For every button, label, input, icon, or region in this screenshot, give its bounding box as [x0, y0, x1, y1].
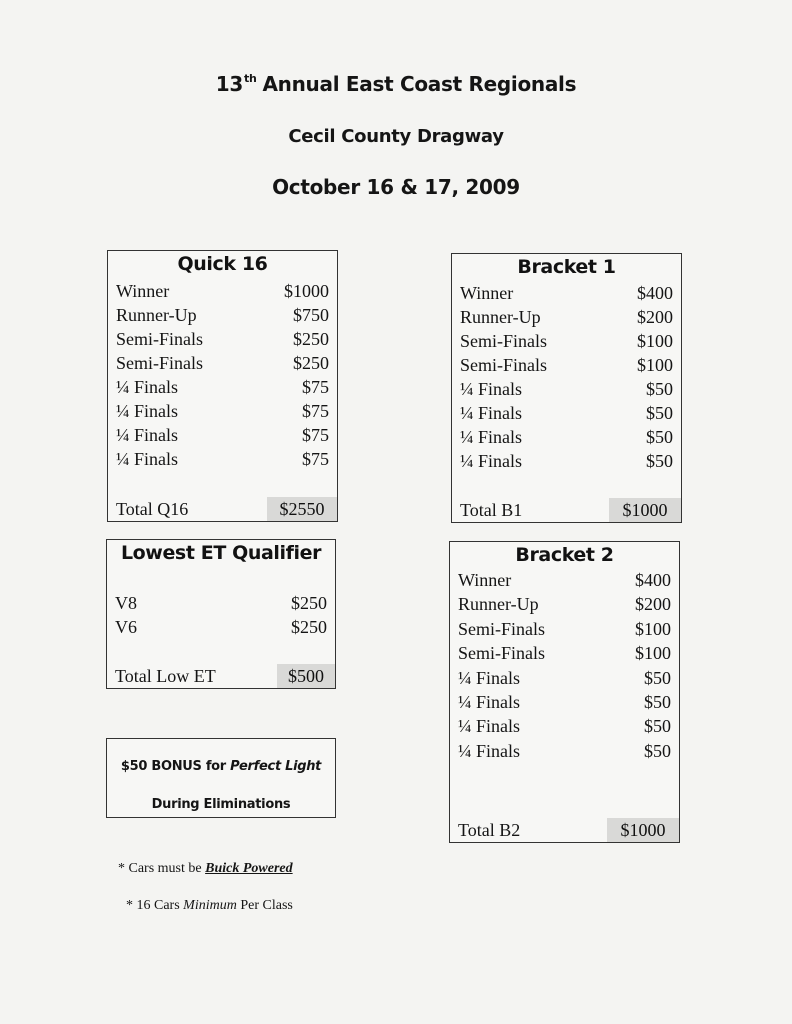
prize-amount: $400 [635, 570, 671, 590]
prize-amount: $250 [293, 353, 329, 373]
prize-label: ¼ Finals [460, 427, 523, 447]
event-title-suffix: th [244, 72, 257, 85]
quick16-row [116, 401, 329, 425]
event-dates: October 16 & 17, 2009 [272, 175, 520, 199]
quick16-title: Quick 16 [177, 253, 268, 275]
event-title-text: Annual East Coast Regionals [262, 72, 577, 96]
prize-label: Semi-Finals [460, 331, 548, 351]
prize-amount: $50 [646, 403, 673, 423]
note-text: * 16 Cars [126, 898, 180, 913]
quick16-row [116, 281, 329, 305]
bonus-line-2: During Eliminations [151, 797, 291, 812]
bracket2-row [458, 741, 671, 765]
quick16-row [116, 377, 329, 401]
quick16-row [116, 353, 329, 377]
lowest-et-row [115, 617, 327, 641]
prize-label: Winner [458, 570, 512, 590]
bracket1-row [460, 331, 673, 355]
prize-label: Winner [460, 283, 514, 303]
bracket2-title: Bracket 2 [515, 544, 614, 566]
prize-amount: $100 [635, 619, 671, 639]
bracket2-row [458, 594, 671, 618]
note-text: Per Class [240, 898, 293, 913]
prize-amount: $250 [291, 593, 327, 613]
prize-label: ¼ Finals [458, 741, 521, 761]
prize-label: ¼ Finals [460, 403, 523, 423]
prize-amount: $1000 [284, 281, 329, 301]
prize-label: ¼ Finals [458, 692, 521, 712]
note-emphasis: Buick Powered [205, 861, 293, 876]
quick16-total-amount: $2550 [267, 497, 337, 521]
prize-amount: $100 [635, 643, 671, 663]
note-text: * Cars must be [118, 861, 202, 876]
prize-label: ¼ Finals [458, 716, 521, 736]
bracket1-row [460, 379, 673, 403]
prize-label: ¼ Finals [116, 401, 179, 421]
bonus-emphasis-text: Perfect Light [230, 759, 322, 774]
prize-label: V8 [115, 593, 137, 613]
note-buick-powered [118, 861, 293, 877]
bracket1-box [451, 253, 682, 523]
prize-amount: $75 [302, 401, 329, 421]
prize-amount: $200 [637, 307, 673, 327]
prize-label: Runner-Up [460, 307, 541, 327]
prize-label: Semi-Finals [116, 353, 204, 373]
lowest-et-row [115, 593, 327, 617]
prize-label: Semi-Finals [458, 643, 546, 663]
quick16-total-label: Total Q16 [116, 499, 189, 519]
prize-amount: $250 [291, 617, 327, 637]
prize-amount: $200 [635, 594, 671, 614]
prize-amount: $75 [302, 377, 329, 397]
bracket1-row [460, 451, 673, 475]
bracket2-row [458, 619, 671, 643]
prize-amount: $50 [646, 379, 673, 399]
note-emphasis: Minimum [183, 898, 237, 913]
quick16-row [116, 305, 329, 329]
event-venue: Cecil County Dragway [288, 126, 504, 147]
bracket1-row [460, 283, 673, 307]
event-title [0, 72, 792, 96]
bonus-box [106, 738, 336, 818]
prize-amount: $100 [637, 331, 673, 351]
prize-amount: $75 [302, 449, 329, 469]
prize-label: V6 [115, 617, 137, 637]
bonus-line-1 [107, 759, 335, 774]
note-min-cars [126, 898, 293, 914]
quick16-row [116, 449, 329, 473]
lowest-et-total-amount: $500 [277, 664, 335, 688]
prize-label: Winner [116, 281, 170, 301]
prize-amount: $50 [644, 716, 671, 736]
prize-amount: $50 [644, 741, 671, 761]
prize-amount: $50 [644, 692, 671, 712]
bracket2-box [449, 541, 680, 843]
bracket1-title: Bracket 1 [517, 256, 616, 278]
bracket2-row [458, 643, 671, 667]
bracket1-total-label: Total B1 [460, 500, 523, 520]
prize-amount: $100 [637, 355, 673, 375]
prize-label: ¼ Finals [116, 425, 179, 445]
prize-amount: $50 [646, 451, 673, 471]
bracket1-row [460, 355, 673, 379]
prize-label: ¼ Finals [460, 379, 523, 399]
bracket1-row [460, 403, 673, 427]
lowest-et-title: Lowest ET Qualifier [120, 542, 322, 564]
prize-amount: $750 [293, 305, 329, 325]
prize-amount: $50 [646, 427, 673, 447]
bracket2-total-amount: $1000 [607, 818, 679, 842]
bracket2-row [458, 668, 671, 692]
bracket1-total-amount: $1000 [609, 498, 681, 522]
prize-label: Runner-Up [458, 594, 539, 614]
prize-amount: $250 [293, 329, 329, 349]
bracket2-total-label: Total B2 [458, 820, 521, 840]
prize-label: Semi-Finals [460, 355, 548, 375]
prize-label: ¼ Finals [116, 377, 179, 397]
quick16-row [116, 329, 329, 353]
prize-label: ¼ Finals [458, 668, 521, 688]
prize-label: Semi-Finals [116, 329, 204, 349]
prize-label: ¼ Finals [116, 449, 179, 469]
prize-label: Runner-Up [116, 305, 197, 325]
bracket1-row [460, 427, 673, 451]
prize-amount: $400 [637, 283, 673, 303]
quick16-row [116, 425, 329, 449]
bracket2-row [458, 570, 671, 594]
bracket2-row [458, 692, 671, 716]
event-title-number: 13 [215, 72, 243, 96]
bonus-amount-text: $50 BONUS for [120, 759, 226, 774]
lowest-et-box [106, 539, 336, 689]
quick16-box [107, 250, 338, 522]
prize-label: Semi-Finals [458, 619, 546, 639]
prize-label: ¼ Finals [460, 451, 523, 471]
lowest-et-total-label: Total Low ET [115, 666, 216, 686]
prize-amount: $50 [644, 668, 671, 688]
prize-amount: $75 [302, 425, 329, 445]
bracket2-row [458, 716, 671, 740]
bracket1-row [460, 307, 673, 331]
